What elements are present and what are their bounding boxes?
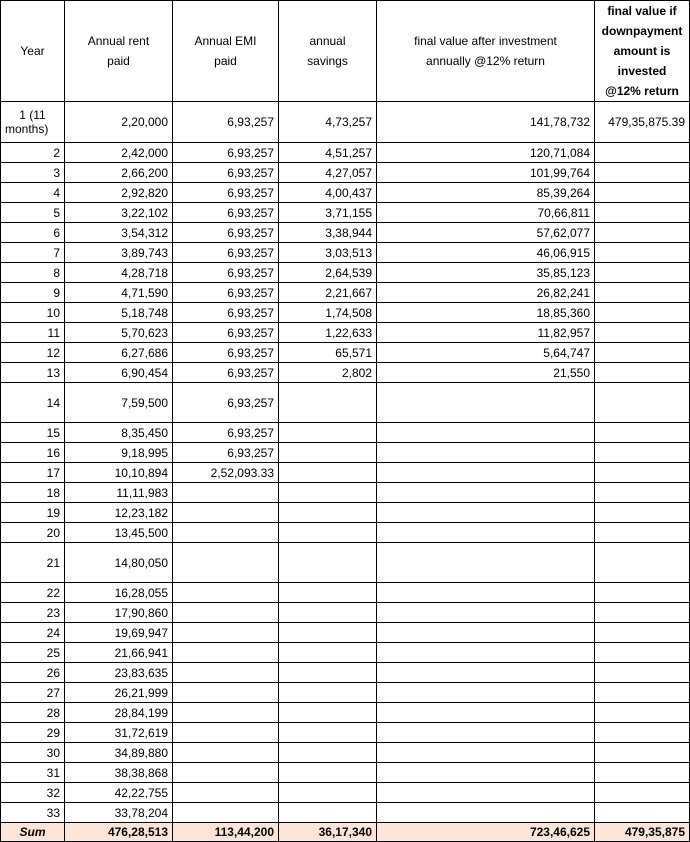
table-row — [1, 223, 690, 243]
rent-cell: 28,84,199 — [65, 703, 173, 723]
savings-cell: 3,71,155 — [279, 203, 377, 223]
downpayment-cell — [595, 583, 690, 603]
rent-cell: 8,35,450 — [65, 423, 173, 443]
savings-cell: 4,51,257 — [279, 143, 377, 163]
emi-cell — [173, 623, 279, 643]
sum-row — [1, 823, 690, 842]
rent-cell: 33,78,204 — [65, 803, 173, 823]
downpayment-cell — [595, 183, 690, 203]
year-cell: 16 — [1, 443, 65, 463]
downpayment-cell — [595, 503, 690, 523]
table-row — [1, 343, 690, 363]
emi-cell: 6,93,257 — [173, 243, 279, 263]
table-row — [1, 463, 690, 483]
table-row — [1, 703, 690, 723]
savings-cell: 4,00,437 — [279, 183, 377, 203]
savings-cell — [279, 543, 377, 583]
year-cell: 2 — [1, 143, 65, 163]
savings-cell: 1,74,508 — [279, 303, 377, 323]
rent-cell: 3,54,312 — [65, 223, 173, 243]
header-row — [1, 1, 690, 102]
table-row — [1, 803, 690, 823]
savings-cell — [279, 503, 377, 523]
year-cell: 4 — [1, 183, 65, 203]
header-final-value: final value after investment annually @12% return — [377, 1, 595, 102]
final-value-cell — [377, 523, 595, 543]
emi-cell: 6,93,257 — [173, 423, 279, 443]
year-cell: 28 — [1, 703, 65, 723]
year-cell: 20 — [1, 523, 65, 543]
year-cell: 23 — [1, 603, 65, 623]
emi-cell — [173, 683, 279, 703]
rent-cell: 5,18,748 — [65, 303, 173, 323]
year-cell: 30 — [1, 743, 65, 763]
emi-cell — [173, 583, 279, 603]
final-value-cell — [377, 803, 595, 823]
year-cell: 29 — [1, 723, 65, 743]
header-year: Year — [1, 1, 65, 102]
downpayment-cell — [595, 223, 690, 243]
downpayment-cell — [595, 383, 690, 423]
emi-cell: 6,93,257 — [173, 283, 279, 303]
emi-cell: 6,93,257 — [173, 183, 279, 203]
emi-cell: 6,93,257 — [173, 263, 279, 283]
header-annual-emi: Annual EMI paid — [173, 1, 279, 102]
final-value-cell — [377, 723, 595, 743]
year-cell: 33 — [1, 803, 65, 823]
rent-cell: 31,72,619 — [65, 723, 173, 743]
header-annual-rent: Annual rent paid — [65, 1, 173, 102]
table-row — [1, 683, 690, 703]
savings-cell — [279, 523, 377, 543]
downpayment-cell — [595, 163, 690, 183]
downpayment-cell — [595, 483, 690, 503]
emi-cell — [173, 603, 279, 623]
final-value-cell — [377, 483, 595, 503]
rent-cell: 9,18,995 — [65, 443, 173, 463]
year-cell: 24 — [1, 623, 65, 643]
savings-cell — [279, 603, 377, 623]
savings-cell — [279, 683, 377, 703]
year-cell: 3 — [1, 163, 65, 183]
rent-cell: 16,28,055 — [65, 583, 173, 603]
final-value-cell — [377, 463, 595, 483]
emi-cell — [173, 663, 279, 683]
savings-cell — [279, 483, 377, 503]
rent-cell: 11,11,983 — [65, 483, 173, 503]
year-cell: 19 — [1, 503, 65, 523]
year-cell: 22 — [1, 583, 65, 603]
final-value-cell: 57,62,077 — [377, 223, 595, 243]
downpayment-cell — [595, 803, 690, 823]
savings-cell — [279, 443, 377, 463]
emi-cell — [173, 543, 279, 583]
savings-cell — [279, 803, 377, 823]
final-value-cell: 120,71,084 — [377, 143, 595, 163]
year-cell: 17 — [1, 463, 65, 483]
rent-cell: 2,20,000 — [65, 102, 173, 143]
rent-cell: 2,66,200 — [65, 163, 173, 183]
downpayment-cell — [595, 683, 690, 703]
table-row — [1, 363, 690, 383]
savings-cell: 4,73,257 — [279, 102, 377, 143]
final-value-cell — [377, 383, 595, 423]
downpayment-cell — [595, 543, 690, 583]
emi-cell — [173, 643, 279, 663]
emi-cell — [173, 483, 279, 503]
sum-downpayment: 479,35,875 — [595, 823, 690, 842]
savings-cell — [279, 703, 377, 723]
emi-cell — [173, 723, 279, 743]
table-row — [1, 423, 690, 443]
sum-emi: 113,44,200 — [173, 823, 279, 842]
table-row — [1, 263, 690, 283]
savings-cell: 2,64,539 — [279, 263, 377, 283]
savings-cell — [279, 723, 377, 743]
downpayment-cell — [595, 283, 690, 303]
downpayment-cell — [595, 643, 690, 663]
savings-cell — [279, 583, 377, 603]
rent-cell: 19,69,947 — [65, 623, 173, 643]
final-value-cell — [377, 703, 595, 723]
downpayment-cell — [595, 203, 690, 223]
savings-cell: 2,802 — [279, 363, 377, 383]
savings-cell — [279, 663, 377, 683]
table-row — [1, 143, 690, 163]
savings-cell: 4,27,057 — [279, 163, 377, 183]
table-row — [1, 283, 690, 303]
final-value-cell — [377, 643, 595, 663]
emi-cell: 6,93,257 — [173, 303, 279, 323]
emi-cell — [173, 523, 279, 543]
final-value-cell: 18,85,360 — [377, 303, 595, 323]
table-row — [1, 763, 690, 783]
table-row — [1, 523, 690, 543]
final-value-cell: 21,550 — [377, 363, 595, 383]
emi-cell — [173, 783, 279, 803]
table-row — [1, 443, 690, 463]
table-row — [1, 543, 690, 583]
savings-cell — [279, 623, 377, 643]
year-cell: 18 — [1, 483, 65, 503]
table-row — [1, 483, 690, 503]
final-value-cell — [377, 763, 595, 783]
savings-cell — [279, 783, 377, 803]
savings-cell — [279, 643, 377, 663]
sum-savings: 36,17,340 — [279, 823, 377, 842]
year-cell: 5 — [1, 203, 65, 223]
rent-cell: 3,22,102 — [65, 203, 173, 223]
emi-cell: 2,52,093.33 — [173, 463, 279, 483]
emi-cell — [173, 743, 279, 763]
table-row — [1, 203, 690, 223]
rent-cell: 10,10,894 — [65, 463, 173, 483]
emi-cell — [173, 763, 279, 783]
final-value-cell — [377, 543, 595, 583]
downpayment-cell: 479,35,875.39 — [595, 102, 690, 143]
savings-cell: 3,38,944 — [279, 223, 377, 243]
final-value-cell: 11,82,957 — [377, 323, 595, 343]
rent-cell: 21,66,941 — [65, 643, 173, 663]
downpayment-cell — [595, 463, 690, 483]
table-row — [1, 783, 690, 803]
table-row — [1, 583, 690, 603]
header-annual-savings: annual savings — [279, 1, 377, 102]
downpayment-cell — [595, 723, 690, 743]
final-value-cell: 26,82,241 — [377, 283, 595, 303]
table-row — [1, 383, 690, 423]
final-value-cell — [377, 423, 595, 443]
emi-cell: 6,93,257 — [173, 203, 279, 223]
rent-cell: 23,83,635 — [65, 663, 173, 683]
savings-cell — [279, 763, 377, 783]
table-row — [1, 102, 690, 143]
emi-cell: 6,93,257 — [173, 383, 279, 423]
emi-cell: 6,93,257 — [173, 323, 279, 343]
sum-rent: 476,28,513 — [65, 823, 173, 842]
table-row — [1, 723, 690, 743]
final-value-cell: 5,64,747 — [377, 343, 595, 363]
table-row — [1, 623, 690, 643]
rent-cell: 38,38,868 — [65, 763, 173, 783]
savings-cell — [279, 463, 377, 483]
downpayment-cell — [595, 363, 690, 383]
rent-cell: 34,89,880 — [65, 743, 173, 763]
sum-label: Sum — [1, 823, 65, 842]
final-value-cell: 46,06,915 — [377, 243, 595, 263]
savings-cell — [279, 743, 377, 763]
downpayment-cell — [595, 703, 690, 723]
final-value-cell — [377, 623, 595, 643]
downpayment-cell — [595, 243, 690, 263]
emi-cell: 6,93,257 — [173, 363, 279, 383]
final-value-cell: 70,66,811 — [377, 203, 595, 223]
rent-cell: 13,45,500 — [65, 523, 173, 543]
emi-cell — [173, 803, 279, 823]
year-cell: 15 — [1, 423, 65, 443]
rent-cell: 4,28,718 — [65, 263, 173, 283]
final-value-cell: 35,85,123 — [377, 263, 595, 283]
downpayment-cell — [595, 143, 690, 163]
rent-cell: 2,92,820 — [65, 183, 173, 203]
rent-cell: 3,89,743 — [65, 243, 173, 263]
rent-cell: 6,90,454 — [65, 363, 173, 383]
downpayment-cell — [595, 743, 690, 763]
final-value-cell: 101,99,764 — [377, 163, 595, 183]
downpayment-cell — [595, 623, 690, 643]
downpayment-cell — [595, 423, 690, 443]
rent-cell: 2,42,000 — [65, 143, 173, 163]
year-cell: 13 — [1, 363, 65, 383]
final-value-cell — [377, 683, 595, 703]
savings-cell: 65,571 — [279, 343, 377, 363]
year-cell: 7 — [1, 243, 65, 263]
final-value-cell: 85,39,264 — [377, 183, 595, 203]
rent-cell: 5,70,623 — [65, 323, 173, 343]
final-value-cell — [377, 663, 595, 683]
year-cell: 32 — [1, 783, 65, 803]
emi-cell: 6,93,257 — [173, 223, 279, 243]
final-value-cell — [377, 603, 595, 623]
savings-cell: 3,03,513 — [279, 243, 377, 263]
emi-cell — [173, 503, 279, 523]
year-cell: 21 — [1, 543, 65, 583]
year-cell: 25 — [1, 643, 65, 663]
table-row — [1, 663, 690, 683]
downpayment-cell — [595, 443, 690, 463]
savings-cell — [279, 423, 377, 443]
emi-cell: 6,93,257 — [173, 102, 279, 143]
table-row — [1, 503, 690, 523]
year-cell: 27 — [1, 683, 65, 703]
emi-cell: 6,93,257 — [173, 343, 279, 363]
year-cell: 14 — [1, 383, 65, 423]
table-row — [1, 323, 690, 343]
final-value-cell — [377, 743, 595, 763]
table-row — [1, 603, 690, 623]
table-row — [1, 163, 690, 183]
year-cell: 8 — [1, 263, 65, 283]
rent-cell: 4,71,590 — [65, 283, 173, 303]
final-value-cell — [377, 503, 595, 523]
table-row — [1, 303, 690, 323]
year-cell: 31 — [1, 763, 65, 783]
downpayment-cell — [595, 523, 690, 543]
header-downpayment-value: final value if downpayment amount is invested @12% return — [595, 1, 690, 102]
emi-cell — [173, 703, 279, 723]
year-cell: 1 (11 months) — [1, 102, 65, 143]
year-cell: 10 — [1, 303, 65, 323]
savings-cell: 2,21,667 — [279, 283, 377, 303]
rent-cell: 42,22,755 — [65, 783, 173, 803]
downpayment-cell — [595, 763, 690, 783]
downpayment-cell — [595, 663, 690, 683]
downpayment-cell — [595, 323, 690, 343]
final-value-cell — [377, 783, 595, 803]
table-row — [1, 643, 690, 663]
rent-cell: 6,27,686 — [65, 343, 173, 363]
table-row — [1, 243, 690, 263]
final-value-cell — [377, 443, 595, 463]
year-cell: 12 — [1, 343, 65, 363]
table-row — [1, 183, 690, 203]
year-cell: 9 — [1, 283, 65, 303]
downpayment-cell — [595, 343, 690, 363]
emi-cell: 6,93,257 — [173, 443, 279, 463]
table-row — [1, 743, 690, 763]
rent-cell: 12,23,182 — [65, 503, 173, 523]
downpayment-cell — [595, 603, 690, 623]
final-value-cell: 141,78,732 — [377, 102, 595, 143]
downpayment-cell — [595, 783, 690, 803]
downpayment-cell — [595, 303, 690, 323]
savings-cell: 1,22,633 — [279, 323, 377, 343]
rent-cell: 7,59,500 — [65, 383, 173, 423]
emi-cell: 6,93,257 — [173, 143, 279, 163]
emi-cell: 6,93,257 — [173, 163, 279, 183]
downpayment-cell — [595, 263, 690, 283]
year-cell: 6 — [1, 223, 65, 243]
savings-cell — [279, 383, 377, 423]
year-cell: 11 — [1, 323, 65, 343]
rent-cell: 26,21,999 — [65, 683, 173, 703]
rent-cell: 17,90,860 — [65, 603, 173, 623]
sum-final-value: 723,46,625 — [377, 823, 595, 842]
final-value-cell — [377, 583, 595, 603]
rent-cell: 14,80,050 — [65, 543, 173, 583]
year-cell: 26 — [1, 663, 65, 683]
